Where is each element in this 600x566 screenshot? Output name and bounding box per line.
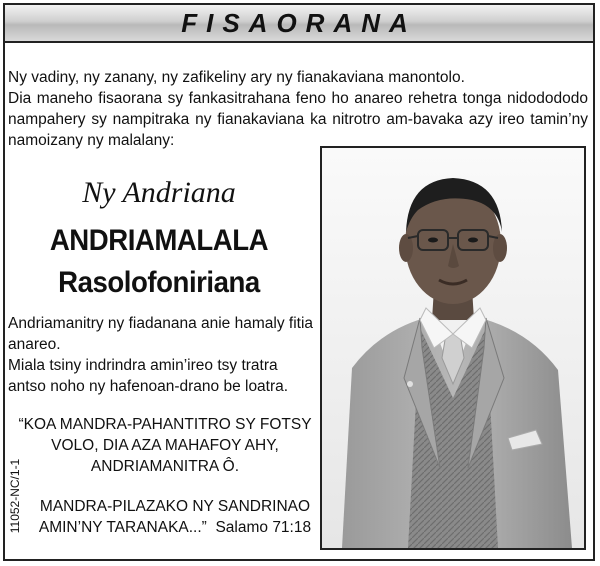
notice-title: FISAORANA <box>181 7 417 38</box>
psalm-line-1: MANDRA-PILAZAKO NY SANDRINAO <box>39 498 311 515</box>
psalm-line-2-text: AMIN’NY TARANAKA...” <box>38 519 207 536</box>
quote-line-3: ANDRIAMANITRA Ô. <box>90 458 240 475</box>
scripture-quote <box>16 414 314 477</box>
blessing-line-2: Miala tsiny indrindra amin’ireo tsy tratra antso noho ny hafenoan-drano be loatra. <box>8 357 289 395</box>
portrait-photo <box>320 146 586 550</box>
quote-line-1: “KOA MANDRA-PAHANTITRO SY FOTSY <box>18 416 312 433</box>
quote-line-2: VOLO, DIA AZA MAHAFOY AHY, <box>51 437 279 454</box>
blessing-paragraph <box>8 313 314 397</box>
intro-line-1: Ny vadiny, ny zanany, ny zafikeliny ary ny fianakaviana manontolo. <box>8 69 465 86</box>
header-banner <box>5 5 593 43</box>
scripture-continuation <box>30 496 320 538</box>
intro-paragraph <box>8 67 588 151</box>
portrait-illustration <box>322 148 584 548</box>
intro-line-2: Dia maneho fisaorana sy fankasitrahana feno ho anareo rehetra tonga nidodododo nampahery sy nampitraka ny fianakaviana ka nitrotro am-bavaka azy ireo tamin’ny namoizany ny malalany: <box>8 90 588 149</box>
reference-code: 11052-NC/1-1 <box>8 458 22 534</box>
blessing-line-1: Andriamanitry ny fiadanana anie hamaly fitia anareo. <box>8 315 314 353</box>
psalm-reference: Salamo 71:18 <box>215 519 312 536</box>
psalm-line-2 <box>30 517 320 538</box>
deceased-given-name: Rasolofoniriana <box>58 266 260 299</box>
deceased-surname: ANDRIAMALALA <box>49 224 269 257</box>
deceased-prefix: Ny Andriana <box>82 176 236 209</box>
